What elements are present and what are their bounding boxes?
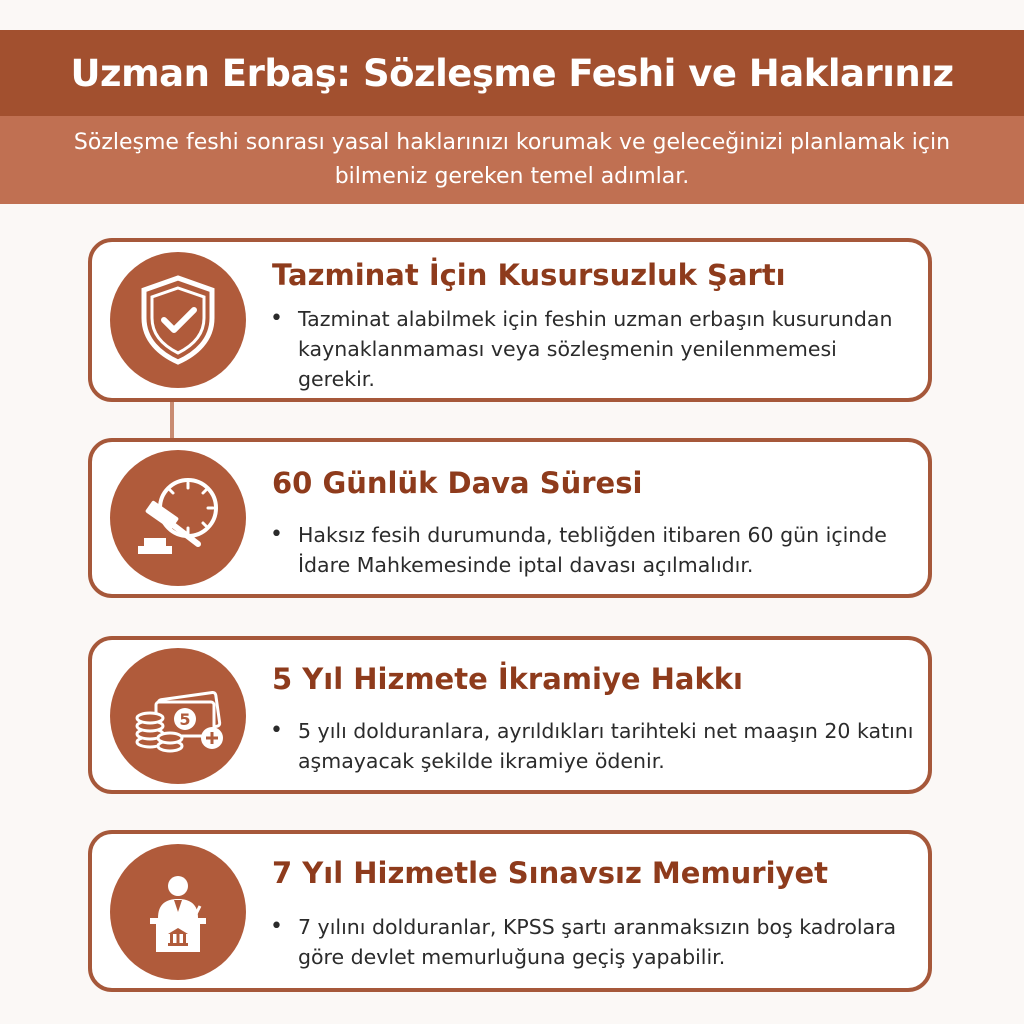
card-bullet [270,520,920,580]
card-title: 5 Yıl Hizmete İkramiye Hakkı [272,662,743,696]
card-text: Tazminat alabilmek için feshin uzman erbaşın kusurundan kaynaklanmaması veya sözleşmenin yenilenmemesi gerekir. [298,307,893,391]
gavel-clock-icon [110,450,246,586]
card-text: 7 yılını dolduranlar, KPSS şartı aranmaksızın boş kadrolara göre devlet memurluğuna geçiş yapabilir. [298,915,897,969]
page-title: Uzman Erbaş: Sözleşme Feshi ve Haklarınız [70,51,954,95]
connector-line [170,400,174,442]
bullet-dot: • [270,306,283,331]
bullet-dot: • [270,914,283,939]
money-number: 5 [179,710,191,729]
card-bullet [270,716,920,776]
card-civil-service [88,830,932,992]
page-subtitle: Sözleşme feshi sonrası yasal haklarınızı korumak ve geleceğinizi planlamak için bilmeniz gereken temel adımlar. [73,130,951,189]
card-lawsuit-deadline [88,438,932,598]
bullet-dot: • [270,718,283,743]
card-title: 60 Günlük Dava Süresi [272,466,643,500]
shield-check-icon [110,252,246,388]
card-title: Tazminat İçin Kusursuzluk Şartı [272,258,786,292]
card-text: 5 yılı dolduranlara, ayrıldıkları tarihteki net maaşın 20 katını aşmayacak şekilde ikramiye ödenir. [298,719,914,773]
card-text: Haksız fesih durumunda, tebliğden itibaren 60 gün içinde İdare Mahkemesinde iptal davası açılmalıdır. [298,523,887,577]
card-bullet [270,912,920,972]
subtitle-banner [0,116,1024,204]
card-title: 7 Yıl Hizmetle Sınavsız Memuriyet [272,856,828,890]
card-bullet [270,304,920,394]
money-coins-icon [110,648,246,784]
card-bonus-right [88,636,932,794]
card-compensation [88,238,932,402]
official-podium-icon [110,844,246,980]
bullet-dot: • [270,522,283,547]
header-banner [0,30,1024,116]
